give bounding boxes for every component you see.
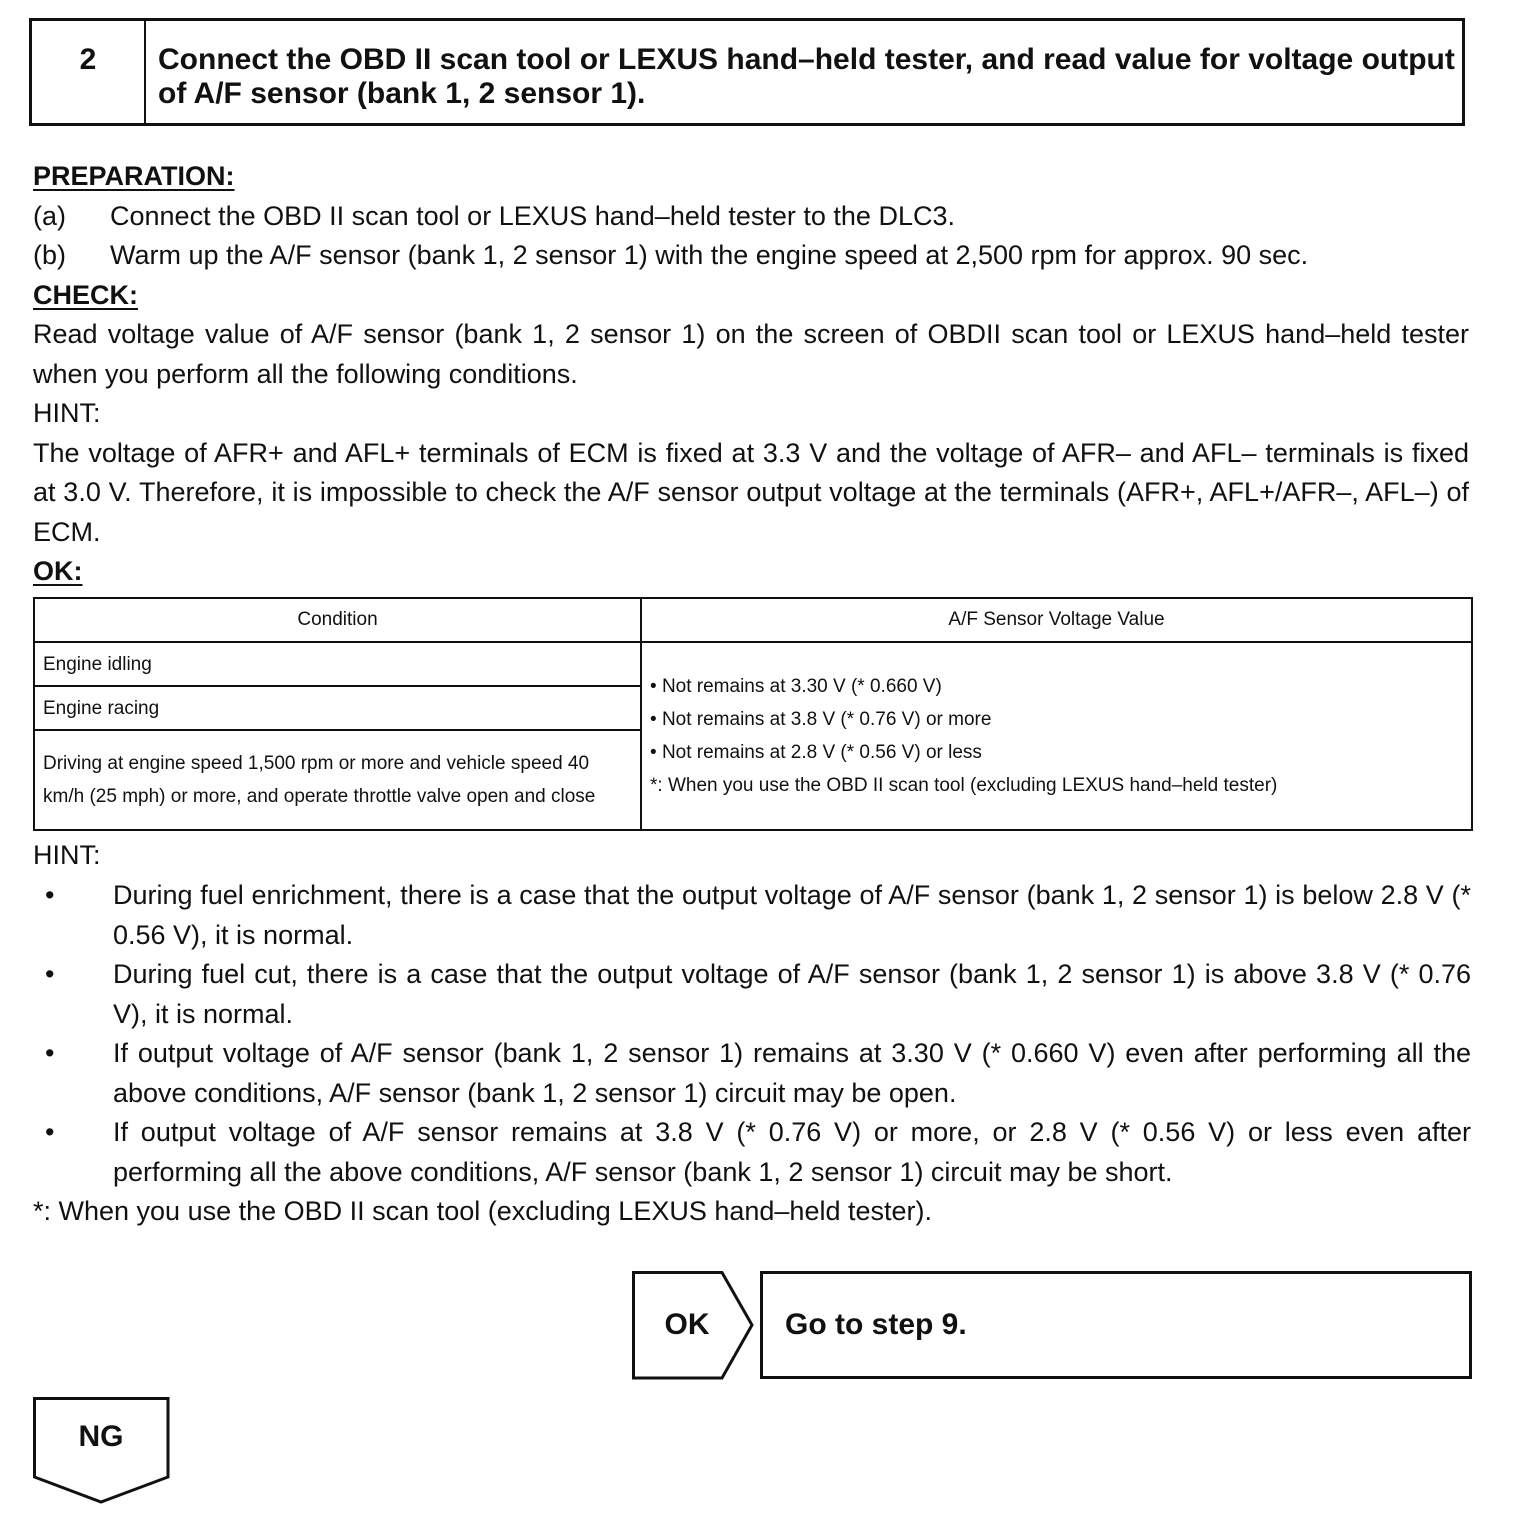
ng-label: NG bbox=[78, 1420, 124, 1453]
preparation-item-text: Connect the OBD II scan tool or LEXUS hand–held tester to the DLC3. bbox=[110, 200, 955, 231]
table-header-condition: Condition bbox=[34, 598, 641, 642]
preparation-heading: PREPARATION: bbox=[33, 161, 235, 191]
bullet: • bbox=[45, 1117, 55, 1147]
hint-text: If output voltage of A/F sensor remains at 3.8 V (* 0.76 V) or more, or 2.8 V (* 0.56 V) or less even after performing all the above conditions, A/F sensor (bank 1, 2 sensor 1) circuit may be short. bbox=[113, 1117, 1471, 1187]
check-hint-text: The voltage of AFR+ and AFL+ terminals of ECM is fixed at 3.3 V and the voltage of AFR– and AFL– terminals is fixed at 3.0 V. Therefore, it is impossible to check the A/F sensor output voltage at the terminals (AFR+, AFL+/AFR–, AFL–) of ECM. bbox=[33, 437, 1469, 547]
ok-table bbox=[33, 597, 1473, 831]
step-number: 2 bbox=[32, 21, 146, 123]
value-item: • Not remains at 3.30 V (* 0.660 V) bbox=[650, 670, 1463, 703]
list-item bbox=[33, 1113, 1471, 1192]
table-header-value: A/F Sensor Voltage Value bbox=[641, 598, 1472, 642]
hint-text: During fuel cut, there is a case that the output voltage of A/F sensor (bank 1, 2 sensor 1) is above 3.8 V (* 0.76 V), it is normal. bbox=[113, 959, 1471, 1029]
preparation-item-label: (b) bbox=[33, 240, 66, 270]
step-header bbox=[29, 18, 1465, 126]
bullet: • bbox=[45, 880, 55, 910]
ok-label: OK bbox=[664, 1308, 710, 1341]
condition-cell: Engine idling bbox=[34, 642, 641, 686]
list-item bbox=[33, 1034, 1471, 1113]
value-note: *: When you use the OBD II scan tool (excluding LEXUS hand–held tester) bbox=[650, 775, 1278, 796]
hint2-list bbox=[33, 876, 1471, 1232]
preparation-item-label: (a) bbox=[33, 200, 66, 231]
bullet: • bbox=[45, 1038, 55, 1068]
preparation-item-a bbox=[33, 197, 1469, 237]
check-hint-label: HINT: bbox=[33, 398, 101, 428]
table-header-row bbox=[34, 598, 1472, 642]
preparation-item-text: Warm up the A/F sensor (bank 1, 2 sensor 1) with the engine speed at 2,500 rpm for approx. 90 sec. bbox=[110, 240, 1309, 270]
value-item: • Not remains at 2.8 V (* 0.56 V) or less bbox=[650, 736, 1463, 769]
table-row bbox=[34, 642, 1472, 686]
hint-text: If output voltage of A/F sensor (bank 1, 2 sensor 1) remains at 3.30 V (* 0.660 V) even after performing all the above conditions, A/F sensor (bank 1, 2 sensor 1) circuit may be open. bbox=[113, 1038, 1471, 1108]
hint-footnote: *: When you use the OBD II scan tool (excluding LEXUS hand–held tester). bbox=[33, 1196, 932, 1226]
go-to-step-box bbox=[760, 1271, 1472, 1379]
ok-heading: OK: bbox=[33, 556, 83, 586]
value-item: • Not remains at 3.8 V (* 0.76 V) or more bbox=[650, 703, 1463, 736]
preparation-item-b bbox=[33, 236, 1469, 276]
list-item bbox=[33, 876, 1471, 955]
condition-cell: Driving at engine speed 1,500 rpm or more and vehicle speed 40 km/h (25 mph) or more, and operate throttle valve open and close bbox=[34, 730, 641, 830]
condition-cell: Engine racing bbox=[34, 686, 641, 730]
value-cell bbox=[641, 642, 1472, 830]
check-text: Read voltage value of A/F sensor (bank 1, 2 sensor 1) on the screen of OBDII scan tool or LEXUS hand–held tester when you perform all the following conditions. bbox=[33, 319, 1469, 389]
hint-text: During fuel enrichment, there is a case that the output voltage of A/F sensor (bank 1, 2 sensor 1) is below 2.8 V (* 0.56 V), it is normal. bbox=[113, 880, 1471, 950]
preparation-section bbox=[33, 157, 1469, 592]
list-item bbox=[33, 955, 1471, 1034]
check-heading: CHECK: bbox=[33, 279, 138, 310]
step-title: Connect the OBD II scan tool or LEXUS hand–held tester, and read value for voltage output of A/F sensor (bank 1, 2 sensor 1). bbox=[158, 43, 1455, 110]
value-list bbox=[650, 670, 1463, 769]
bullet: • bbox=[45, 959, 55, 989]
hint2-label: HINT: bbox=[33, 840, 101, 870]
go-to-step-text: Go to step 9. bbox=[785, 1308, 967, 1341]
